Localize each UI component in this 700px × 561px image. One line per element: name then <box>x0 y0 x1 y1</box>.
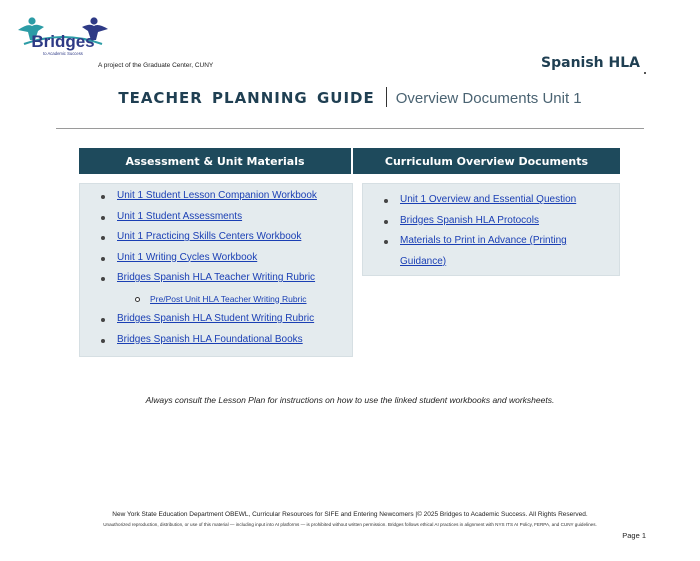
logo-wordmark: Bridges <box>31 32 95 51</box>
column-header-curriculum: Curriculum Overview Documents <box>353 148 620 174</box>
title-divider <box>386 87 387 107</box>
link-student-assessments[interactable]: Unit 1 Student Assessments <box>117 210 243 222</box>
footer-disclaimer: Unauthorized reproduction, distribution, or use of this material — including input into AI platforms — is prohibited without written permission. Bridges follows ethical AI practices in alignment with NYS ITS AI Policy, FERPA, and CUNY guidelines. <box>103 522 597 527</box>
bridges-logo <box>14 14 112 60</box>
link-practicing-skills-workbook[interactable]: Unit 1 Practicing Skills Centers Workbook <box>117 231 302 242</box>
list-item-sub <box>80 293 352 314</box>
lesson-plan-note: Always consult the Lesson Plan for instructions on how to use the linked student workbooks and worksheets. <box>145 395 555 405</box>
list-item <box>80 313 352 334</box>
column-header-assessment: Assessment & Unit Materials <box>79 148 351 174</box>
logo-tagline: to Academic Success <box>43 51 83 56</box>
curriculum-links-list <box>363 184 619 272</box>
list-item <box>80 211 352 232</box>
footer-copyright: New York State Education Department OBEWL, Curricular Resources for SIFE and Entering Newcomers |© 2025 Bridges to Academic Success. All Rights Reserved. <box>112 511 588 518</box>
list-item <box>80 334 352 355</box>
list-item <box>80 272 352 293</box>
link-teacher-writing-rubric[interactable]: Bridges Spanish HLA Teacher Writing Rubric <box>117 272 316 283</box>
list-item <box>363 231 619 272</box>
link-pre-post-rubric[interactable]: Pre/Post Unit HLA Teacher Writing Rubric <box>150 293 307 304</box>
title-main: TEACHER PLANNING GUIDE <box>118 89 375 107</box>
link-writing-cycles-workbook[interactable]: Unit 1 Writing Cycles Workbook <box>117 251 258 263</box>
curriculum-overview-panel <box>362 183 620 276</box>
link-student-writing-rubric[interactable]: Bridges Spanish HLA Student Writing Rubric <box>117 313 315 324</box>
list-item <box>363 190 619 211</box>
assessment-materials-panel <box>79 183 353 357</box>
list-item <box>80 252 352 273</box>
list-item <box>80 231 352 252</box>
link-foundational-books[interactable]: Bridges Spanish HLA Foundational Books <box>117 333 303 345</box>
link-overview-essential-question[interactable]: Unit 1 Overview and Essential Question <box>400 194 577 205</box>
decorative-dot <box>644 72 646 74</box>
link-hla-protocols[interactable]: Bridges Spanish HLA Protocols <box>400 214 539 226</box>
page-number: Page 1 <box>622 531 646 540</box>
title-sub: Overview Documents Unit 1 <box>395 90 582 107</box>
list-item <box>363 211 619 232</box>
subject-label: Spanish HLA <box>541 55 640 71</box>
header-rule <box>56 128 644 129</box>
page-title <box>0 87 700 108</box>
project-line: A project of the Graduate Center, CUNY <box>98 62 214 69</box>
link-materials-to-print[interactable]: Materials to Print in Advance (Printing Guidance) <box>400 235 567 267</box>
list-item <box>80 190 352 211</box>
link-lesson-companion-workbook[interactable]: Unit 1 Student Lesson Companion Workbook <box>117 190 317 201</box>
assessment-links-list <box>80 184 352 354</box>
